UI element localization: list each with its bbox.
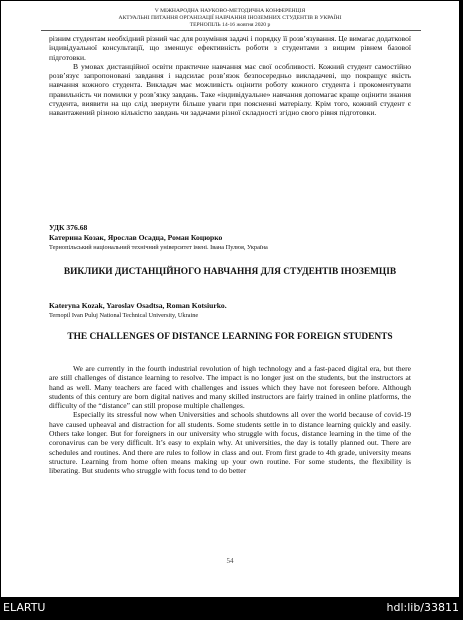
previous-paragraph-2: В умовах дистанційної освіти практичне навчання має свої особливості. Кожний студент самостійно розв’язує запропоновані завдання і надсилає розв’язок безпосередньо викладачеві, що покращує якість навчання кожного студента. Викладач має можливість оцінити роботу кожного студента і прокоментувати правильність чи помилки у розв’язку завдань. Таке «індивідуальне» навчання допомагає краще оцінити знання студента, виявити на що слід звернути більше уваги при поясненні матеріалу. Крім того, кожний студент є навантажений різною кількістю завдань чи задачами різної складності згідно свого рівня підготовки. <box>49 61 411 118</box>
affiliation-english: Ternopil Ivan Puluj National Technical University, Ukraine <box>49 312 199 319</box>
previous-paragraph-1: різним студентам необхідний різний час для розуміння задачі і порядку її розв’язування. Це вимагає додаткової індивідуальної консультації, що зменшує ефективність роботи з студентами з вищим рівнем базової підготовки. <box>49 34 411 62</box>
udk-code: УДК 376.68 <box>49 223 88 232</box>
affiliation-ukrainian: Тернопільський національний технічний університет імені. Івана Пулюя, Україна <box>49 244 268 251</box>
body-paragraph-2: Especially its stressful now when Universities and schools shutdowns all over the world because of covid-19 have caused upheaval and distraction for all students. Some students settle in to distance learning quickly and easily. Others take longer. But for foreigners in our university who struggle with focus, distance learning in the time of the coronavirus can be very difficult. It’s easy to explain why. At universities, the day is totally planned out. There are schedules and routines. And there are rules to follow in class and out. From first grade to 4th grade, university means structure. Learning from home often means making up your own routine. For some students, the flexibility is liberating. But students who struggle with focus tend to do better <box>49 410 411 476</box>
title-english: THE CHALLENGES OF DISTANCE LEARNING FOR FOREIGN STUDENTS <box>67 332 393 342</box>
body-paragraph-1: We are currently in the fourth industrial revolution of high technology and a fast-paced digital era, but there are still challenges of distance learning to resolve. The impact is no longer just on the students, but the instructors at hand as well. Many teachers are faced with challenges and issues which they have not foreseen before. Although students of this century are born digital natives and many skilled instructors are fairly trained in online platforms, the difficulty of the “distance” can still propose multiple challenges. <box>49 364 411 411</box>
page-number: 54 <box>226 557 234 565</box>
conference-header-line2: АКТУАЛЬНІ ПИТАННЯ ОРГАНІЗАЦІЇ НАВЧАННЯ ІНОЗЕМНИХ СТУДЕНТІВ В УКРАЇНІ <box>118 14 342 21</box>
document-page <box>1 1 459 597</box>
article-body <box>49 364 411 476</box>
title-ukrainian: ВИКЛИКИ ДИСТАНЦІЙНОГО НАВЧАННЯ ДЛЯ СТУДЕНТІВ ІНОЗЕМЦІВ <box>63 267 397 277</box>
conference-header-line1: V МІЖНАРОДНА НАУКОВО-МЕТОДИЧНА КОНФЕРЕНЦІЯ <box>154 8 306 14</box>
header-divider <box>41 30 421 31</box>
footer-handle: hdl:lib/33811 <box>386 601 459 614</box>
conference-header <box>1 8 459 28</box>
footer-repository-label: ELARTU <box>3 601 46 614</box>
conference-header-line3: ТЕРНОПІЛЬ 14-16 жовтня 2020 р <box>189 21 271 28</box>
authors-ukrainian: Катерина Козак, Ярослав Осадца, Роман Коцюрко <box>49 233 223 242</box>
previous-article-text <box>49 34 411 118</box>
authors-english: Kateryna Kozak, Yaroslav Osadtsa, Roman Kotsiurko. <box>49 301 227 310</box>
